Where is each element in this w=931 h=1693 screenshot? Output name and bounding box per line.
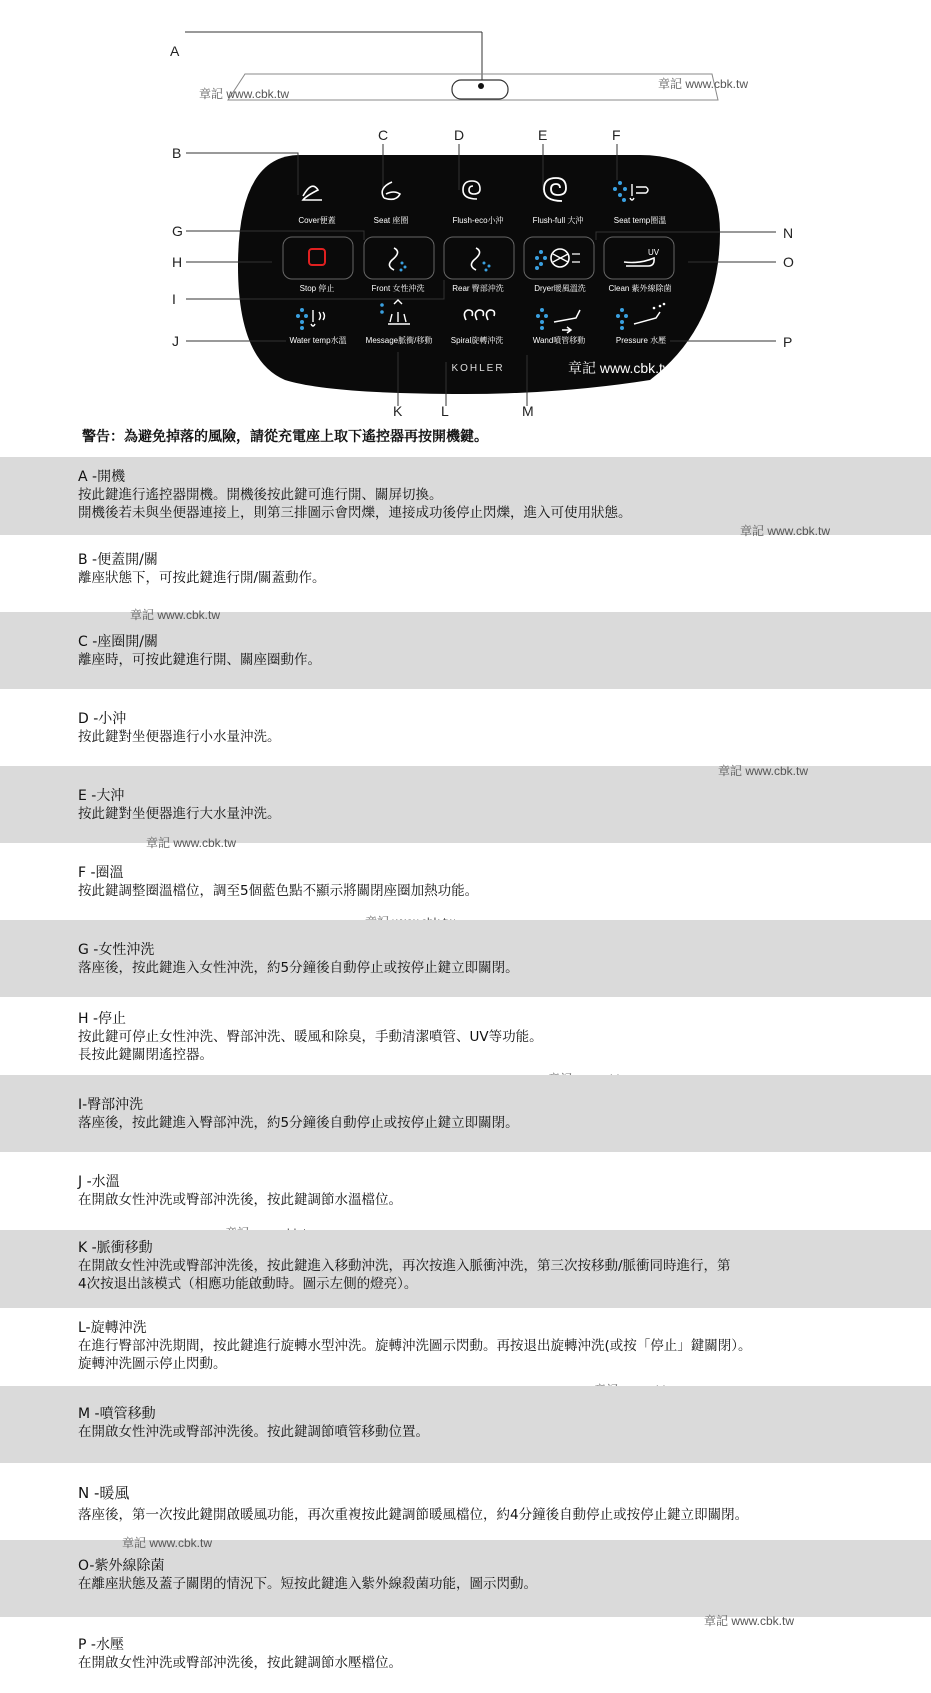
button-label-front: Front 女性沖洗 xyxy=(371,284,425,293)
button-label-seat-temp: Seat temp圈溫 xyxy=(613,216,667,225)
section-l xyxy=(0,1308,931,1386)
section-title: H -停止 xyxy=(78,1011,127,1027)
callout-k: K xyxy=(393,403,403,419)
callout-o: O xyxy=(783,254,794,270)
callout-n: N xyxy=(783,225,794,241)
callout-p: P xyxy=(783,334,793,350)
section-title: O-紫外線除菌 xyxy=(78,1558,165,1574)
section-title: C -座圈開/關 xyxy=(78,634,158,650)
callout-a: A xyxy=(170,43,180,59)
svg-text:UV: UV xyxy=(648,248,660,257)
button-label-flush-eco: Flush-eco小沖 xyxy=(452,216,504,225)
section-i xyxy=(0,1075,931,1152)
callout-g: G xyxy=(172,223,183,239)
section-p xyxy=(0,1617,931,1693)
section-line: 旋轉沖洗圖示停止閃動。 xyxy=(78,1356,227,1372)
section-m xyxy=(0,1386,931,1463)
section-n xyxy=(0,1463,931,1540)
section-line: 在開啟女性沖洗或臀部沖洗後，按此鍵調節水壓檔位。 xyxy=(78,1655,402,1671)
section-d xyxy=(0,689,931,766)
section-title: E -大沖 xyxy=(78,788,125,804)
callout-j: J xyxy=(172,333,179,349)
watermark: 章記 www.cbk.tw xyxy=(740,524,831,538)
section-j xyxy=(0,1152,931,1230)
watermark: 章記 www.cbk.tw xyxy=(658,77,749,91)
section-line: 按此鍵調整圈溫檔位，調至5個藍色點不顯示將關閉座圈加熱功能。 xyxy=(78,883,479,899)
button-label-wand: Wand噴管移動 xyxy=(532,336,586,345)
power-button[interactable] xyxy=(452,80,508,99)
callout-l: L xyxy=(441,403,449,419)
button-label-water-temp: Water temp水溫 xyxy=(289,336,347,345)
button-label-dryer: Dryer暖風溫洗 xyxy=(534,284,586,293)
button-label-flush-full: Flush-full 大沖 xyxy=(532,216,584,225)
brand-logo: KOHLER xyxy=(451,363,505,374)
button-label-rear: Rear 臀部沖洗 xyxy=(452,284,504,293)
section-line: 落座後，按此鍵進入臀部沖洗，約5分鐘後自動停止或按停止鍵立即關閉。 xyxy=(78,1115,519,1131)
section-line: 在進行臀部沖洗期間，按此鍵進行旋轉水型沖洗。旋轉沖洗圖示閃動。再按退出旋轉沖洗(或按「停止」鍵關閉）。 xyxy=(78,1338,752,1354)
callout-m: M xyxy=(522,403,534,419)
section-title: D -小沖 xyxy=(78,711,127,727)
callout-b: B xyxy=(172,145,182,161)
section-line: 開機後若未與坐便器連接上，則第三排圖示會閃爍，連接成功後停止閃爍，進入可使用狀態。 xyxy=(78,505,632,521)
callout-c: C xyxy=(378,127,389,143)
watermark: 章記 www.cbk.tw xyxy=(704,1614,795,1628)
callout-h: H xyxy=(172,254,183,270)
section-line: 按此鍵對坐便器進行大水量沖洗。 xyxy=(78,806,281,822)
panel-watermark: 章記 www.cbk.tw xyxy=(568,360,674,376)
watermark: 章記 www.cbk.tw xyxy=(718,764,809,778)
section-o xyxy=(0,1540,931,1617)
section-title: F -圈溫 xyxy=(78,865,124,881)
button-label-pressure: Pressure 水壓 xyxy=(615,336,667,345)
watermark: 章記 www.cbk.tw xyxy=(122,1536,213,1550)
callout-f: F xyxy=(612,127,621,143)
section-title: K -脈衝移動 xyxy=(78,1240,153,1256)
warning-text: 警告：為避免掉落的風險，請從充電座上取下遙控器再按開機鍵。 xyxy=(82,429,488,445)
power-dot-icon xyxy=(478,83,484,89)
section-line: 在開啟女性沖洗或臀部沖洗後，按此鍵調節水溫檔位。 xyxy=(78,1192,402,1208)
section-line: 落座後，第一次按此鍵開啟暖風功能，再次重複按此鍵調節暖風檔位，約4分鐘後自動停止或按停止鍵立即關閉。 xyxy=(78,1507,749,1523)
section-h xyxy=(0,997,931,1075)
section-line: 離座時，可按此鍵進行開、關座圈動作。 xyxy=(78,652,321,668)
section-line: 在開啟女性沖洗或臀部沖洗後，按此鍵進入移動沖洗，再次按進入脈衝沖洗，第三次按移動/脈衝同時進行，第 xyxy=(78,1258,731,1274)
section-c xyxy=(0,612,931,689)
button-label-spiral: Spiral旋轉沖洗 xyxy=(450,336,504,345)
section-g xyxy=(0,920,931,997)
watermark: 章記 www.cbk.tw xyxy=(199,87,290,101)
button-label-stop: Stop 停止 xyxy=(299,284,335,293)
section-line: 按此鍵進行遙控器開機。開機後按此鍵可進行開、關屏切換。 xyxy=(78,487,443,503)
section-title: G -女性沖洗 xyxy=(78,942,155,958)
section-line: 長按此鍵關閉遙控器。 xyxy=(78,1047,213,1063)
callout-i: I xyxy=(172,291,176,307)
watermark: 章記 www.cbk.tw xyxy=(146,836,237,850)
section-line: 4次按退出該模式（相應功能啟動時。圖示左側的燈亮）。 xyxy=(78,1276,418,1292)
section-title: B -便蓋開/關 xyxy=(78,552,158,568)
section-line: 按此鍵對坐便器進行小水量沖洗。 xyxy=(78,729,281,745)
section-f xyxy=(0,843,931,920)
watermark: 章記 www.cbk.tw xyxy=(130,608,221,622)
section-title: P -水壓 xyxy=(78,1637,124,1653)
callout-d: D xyxy=(454,127,465,143)
section-k xyxy=(0,1230,931,1308)
section-b xyxy=(0,540,931,610)
section-title: N -暖風 xyxy=(78,1484,130,1502)
section-title: I-臀部沖洗 xyxy=(78,1097,144,1113)
button-label-uv: Clean 紫外線除菌 xyxy=(608,284,672,293)
button-label-cover: Cover便蓋 xyxy=(298,216,336,225)
section-line: 按此鍵可停止女性沖洗、臀部沖洗、暖風和除臭，手動清潔噴管、UV等功能。 xyxy=(78,1029,543,1045)
section-line: 在開啟女性沖洗或臀部沖洗後。按此鍵調節噴管移動位置。 xyxy=(78,1424,429,1440)
section-title: M -噴管移動 xyxy=(78,1406,156,1422)
callout-e: E xyxy=(538,127,548,143)
button-label-massage: Message脈衝/移動 xyxy=(365,336,433,345)
section-title: L-旋轉沖洗 xyxy=(78,1320,147,1336)
section-line: 離座狀態下，可按此鍵進行開/關蓋動作。 xyxy=(78,570,326,586)
section-line: 在離座狀態及蓋子關閉的情況下。短按此鍵進入紫外線殺菌功能，圖示閃動。 xyxy=(78,1576,537,1592)
remote-control-diagram xyxy=(0,0,931,430)
section-title: A -開機 xyxy=(78,469,126,485)
section-line: 落座後，按此鍵進入女性沖洗，約5分鐘後自動停止或按停止鍵立即關閉。 xyxy=(78,960,519,976)
section-title: J -水溫 xyxy=(78,1174,120,1190)
button-label-seat: Seat 座圈 xyxy=(373,216,409,225)
